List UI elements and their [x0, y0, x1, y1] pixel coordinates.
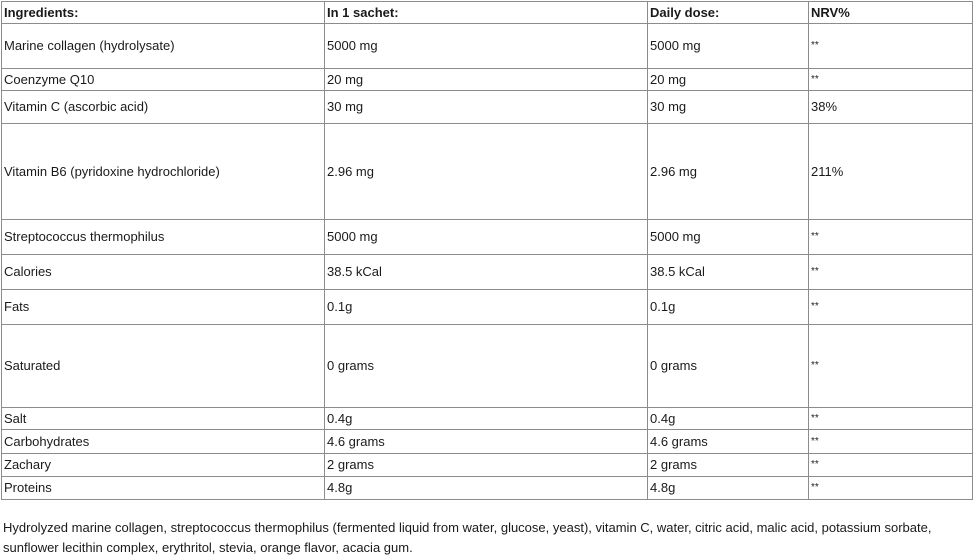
nrv-cell: 211% [809, 124, 973, 220]
sachet-cell: 0.4g [325, 408, 648, 430]
daily-dose-cell: 5000 mg [648, 24, 809, 69]
header-daily-dose: Daily dose: [648, 2, 809, 24]
ingredient-cell: Salt [2, 408, 325, 430]
sachet-cell: 38.5 kCal [325, 255, 648, 290]
table-row [2, 220, 973, 255]
ingredient-cell: Marine collagen (hydrolysate) [2, 24, 325, 69]
daily-dose-cell: 0.1g [648, 290, 809, 325]
table-row [2, 255, 973, 290]
header-nrv: NRV% [809, 2, 973, 24]
nutrition-table [1, 1, 973, 500]
daily-dose-cell: 0 grams [648, 325, 809, 408]
sachet-cell: 5000 mg [325, 24, 648, 69]
nrv-cell: ** [809, 408, 973, 430]
table-row [2, 454, 973, 477]
ingredient-cell: Saturated [2, 325, 325, 408]
daily-dose-cell: 4.6 grams [648, 430, 809, 454]
nrv-cell: ** [809, 255, 973, 290]
ingredient-cell: Carbohydrates [2, 430, 325, 454]
daily-dose-cell: 4.8g [648, 477, 809, 500]
nrv-cell: 38% [809, 91, 973, 124]
sachet-cell: 2.96 mg [325, 124, 648, 220]
nrv-cell: ** [809, 430, 973, 454]
ingredient-cell: Vitamin B6 (pyridoxine hydrochloride) [2, 124, 325, 220]
nrv-cell: ** [809, 69, 973, 91]
ingredient-cell: Proteins [2, 477, 325, 500]
ingredient-cell: Calories [2, 255, 325, 290]
daily-dose-cell: 5000 mg [648, 220, 809, 255]
table-row [2, 124, 973, 220]
sachet-cell: 0.1g [325, 290, 648, 325]
table-row [2, 24, 973, 69]
sachet-cell: 4.6 grams [325, 430, 648, 454]
ingredients-description: Hydrolyzed marine collagen, streptococcus thermophilus (fermented liquid from water, glucose, yeast), vitamin C, water, citric acid, malic acid, potassium sorbate, sunflower lecithin complex, erythritol, stevia, orange flavor, acacia gum. [3, 520, 932, 555]
daily-dose-cell: 30 mg [648, 91, 809, 124]
sachet-cell: 0 grams [325, 325, 648, 408]
table-row [2, 408, 973, 430]
ingredient-cell: Coenzyme Q10 [2, 69, 325, 91]
table-row [2, 325, 973, 408]
table-row [2, 290, 973, 325]
nrv-cell: ** [809, 220, 973, 255]
ingredient-cell: Streptococcus thermophilus [2, 220, 325, 255]
ingredient-cell: Zachary [2, 454, 325, 477]
header-ingredients: Ingredients: [2, 2, 325, 24]
daily-dose-cell: 2.96 mg [648, 124, 809, 220]
table-row [2, 91, 973, 124]
ingredient-cell: Fats [2, 290, 325, 325]
nrv-cell: ** [809, 24, 973, 69]
sachet-cell: 4.8g [325, 477, 648, 500]
table-row [2, 430, 973, 454]
daily-dose-cell: 0.4g [648, 408, 809, 430]
sachet-cell: 20 mg [325, 69, 648, 91]
sachet-cell: 5000 mg [325, 220, 648, 255]
nrv-cell: ** [809, 325, 973, 408]
nrv-cell: ** [809, 477, 973, 500]
table-body [2, 24, 973, 500]
nrv-cell: ** [809, 454, 973, 477]
daily-dose-cell: 38.5 kCal [648, 255, 809, 290]
nrv-cell: ** [809, 290, 973, 325]
sachet-cell: 30 mg [325, 91, 648, 124]
ingredient-cell: Vitamin C (ascorbic acid) [2, 91, 325, 124]
table-row [2, 477, 973, 500]
daily-dose-cell: 20 mg [648, 69, 809, 91]
header-in-1-sachet: In 1 sachet: [325, 2, 648, 24]
daily-dose-cell: 2 grams [648, 454, 809, 477]
sachet-cell: 2 grams [325, 454, 648, 477]
table-header-row [2, 2, 973, 24]
table-row [2, 69, 973, 91]
